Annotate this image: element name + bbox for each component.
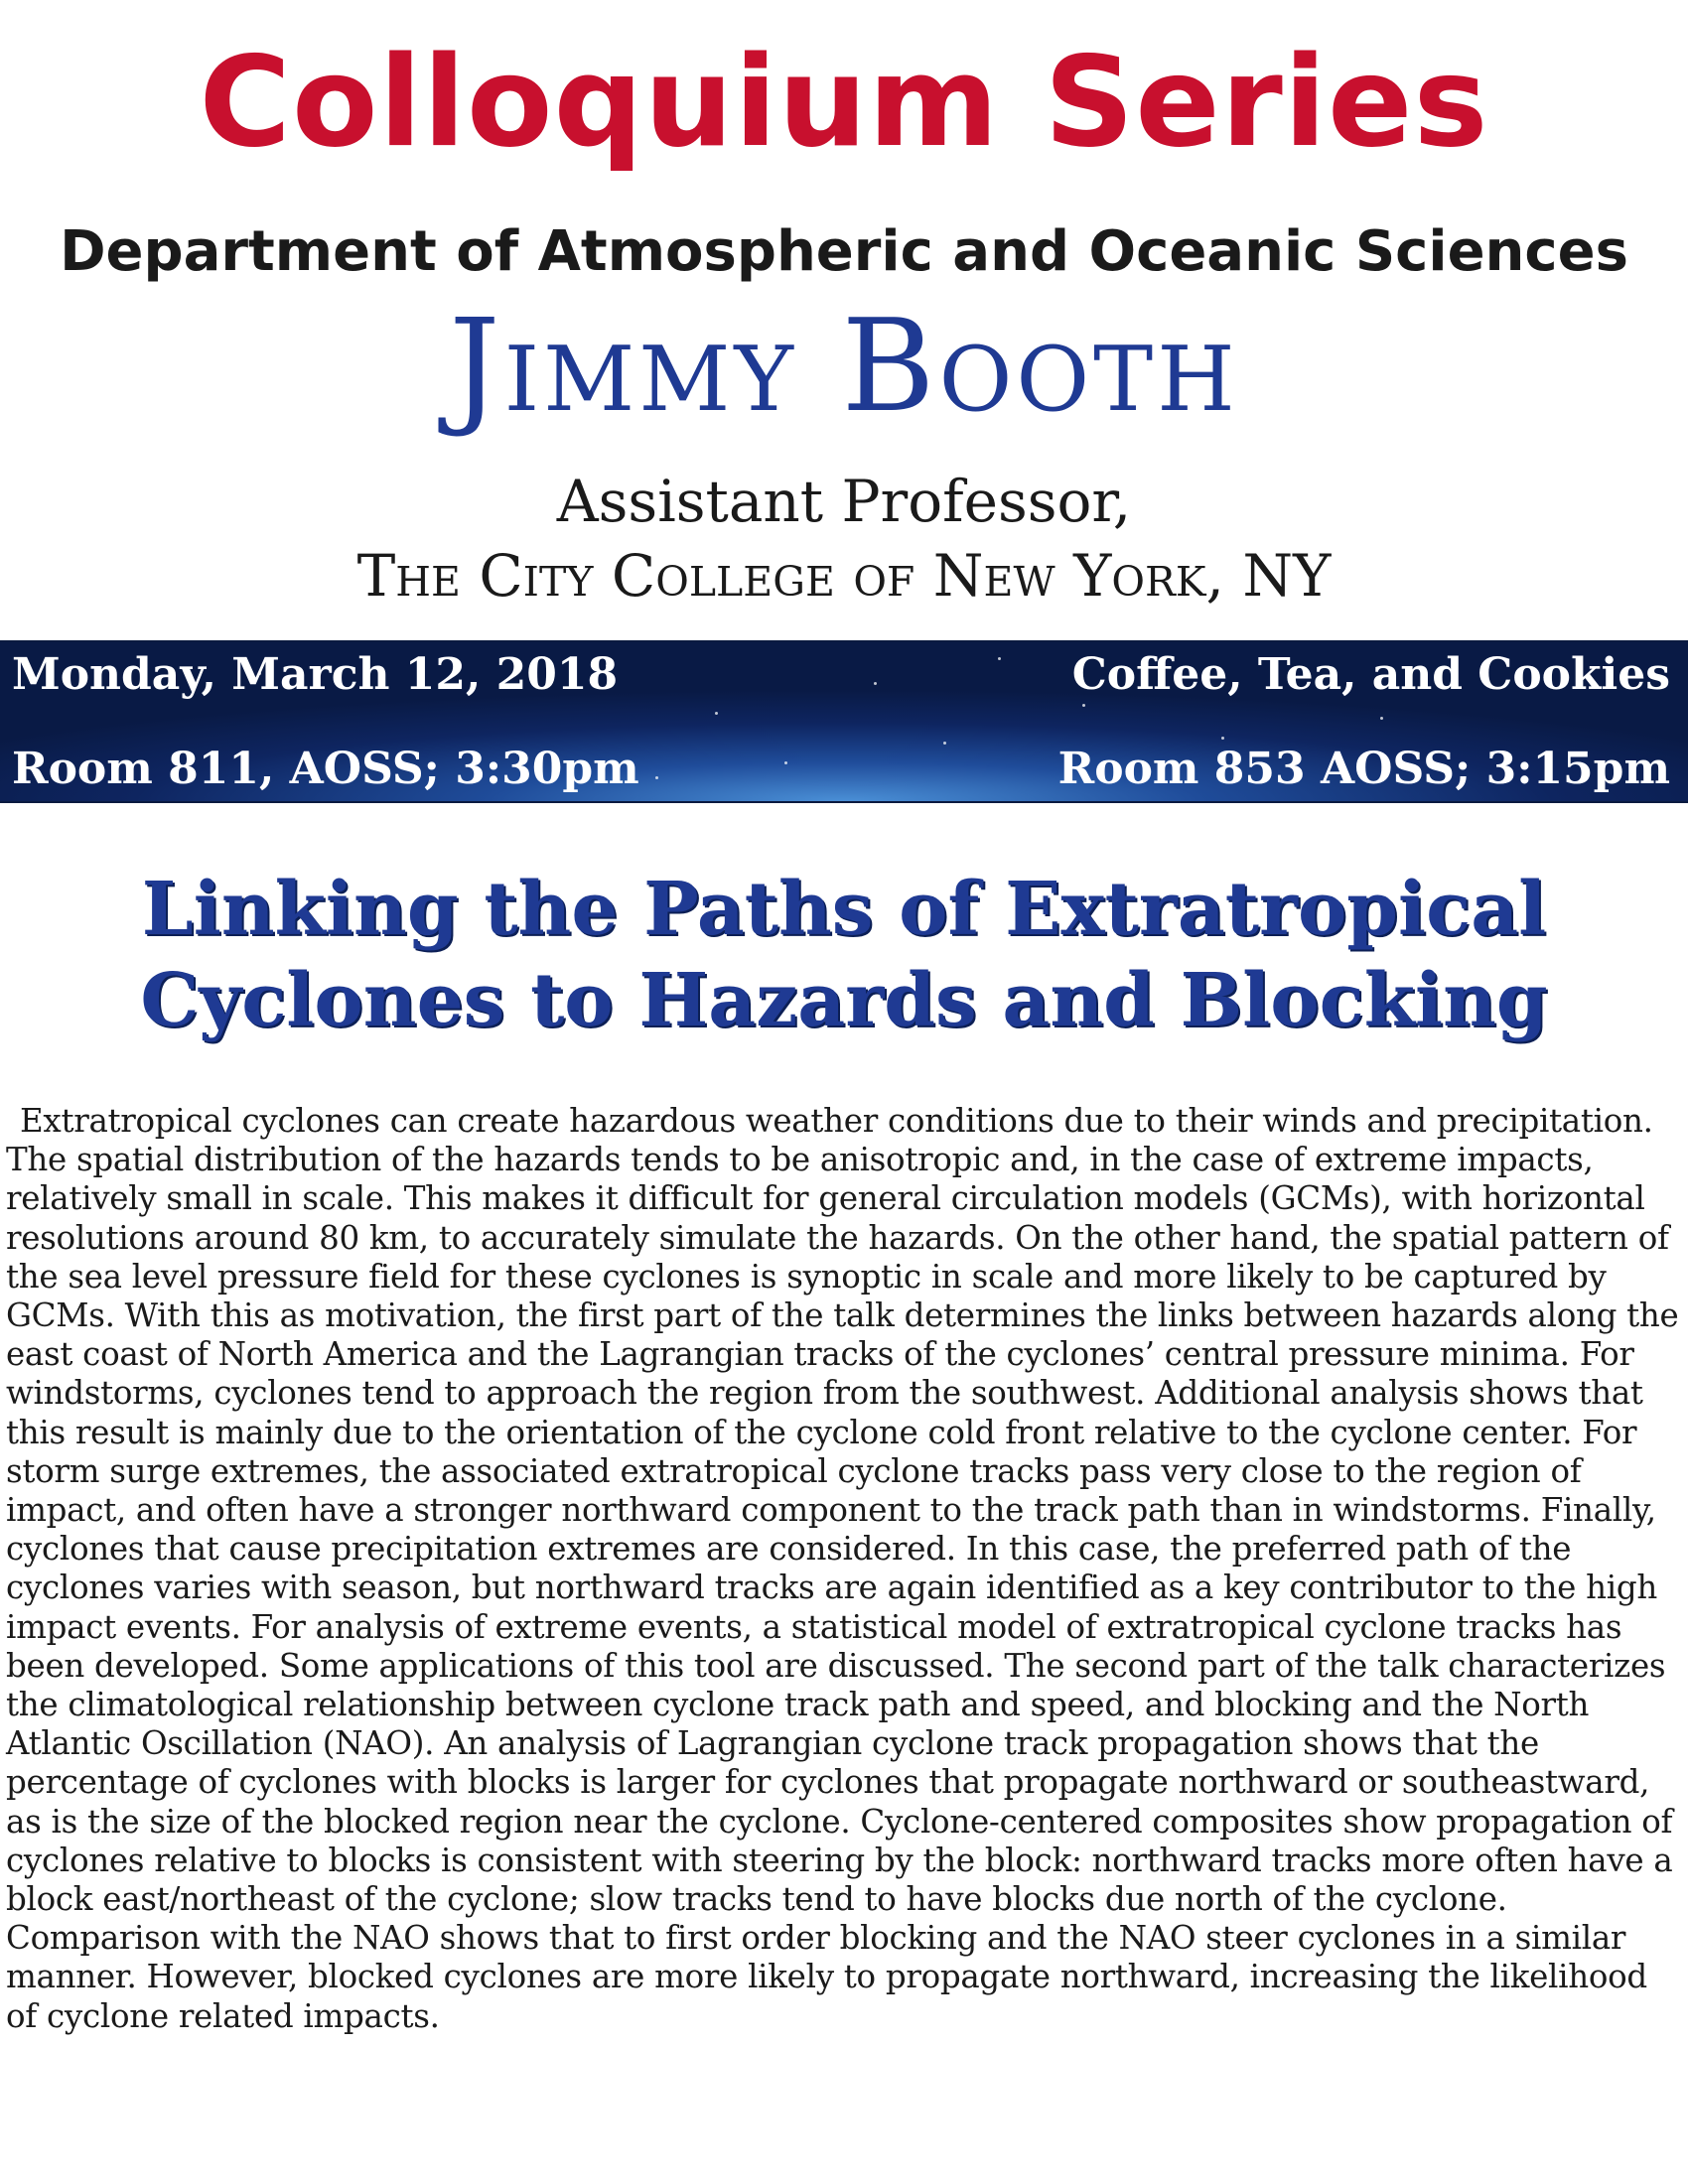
speaker-title: Assistant Professor, xyxy=(556,468,1132,535)
talk-title-line-1: Linking the Paths of Extratropical xyxy=(141,867,1547,952)
talk-abstract: Extratropical cyclones can create hazardous weather conditions due to their winds and precipitation. The spatial distribution of the hazards tends to be anisotropic and, in the case of extreme impacts, relatively small in scale. This makes it difficult for general circulation models (GCMs), with horizontal resolutions around 80 km, to accurately simulate the hazards. On the other hand, the spatial pattern of the sea level pressure field for these cyclones is synoptic in scale and more likely to be captured by GCMs. With this as motivation, the first part of the talk determines the links between hazards along the east coast of North America and the Lagrangian tracks of the cyclones’ central pressure minima. For windstorms, cyclones tend to approach the region from the southwest. Additional analysis shows that this result is mainly due to the orientation of the cyclone cold front relative to the cyclone center. For storm surge extremes, the associated extratropical cyclone tracks pass very close to the region of impact, and often have a stronger northward component to the track path than in windstorms. Finally, cyclones that cause precipitation extremes are considered. In this case, the preferred path of the cyclones varies with season, but northward tracks are again identified as a key contributor to the high impact events. For analysis of extreme events, a statistical model of extratropical cyclone tracks has been developed. Some applications of this tool are discussed. The second part of the talk characterizes the climatological relationship between cyclone track path and speed, and blocking and the North Atlantic Oscillation (NAO). An analysis of Lagrangian cyclone track propagation shows that the percentage of cyclones with blocks is larger for cyclones that propagate northward or southeastward, as is the size of the blocked region near the cyclone. Cyclone-centered composites show propagation of cyclones relative to blocks is consistent with steering by the block: northward tracks more often have a block east/northeast of the cyclone; slow tracks tend to have blocks due north of the cyclone. Comparison with the NAO shows that to first order blocking and the NAO steer cyclones in a similar manner. However, blocked cyclones are more likely to propagate northward, increasing the likelihood of cyclone related impacts. xyxy=(6,1102,1679,2035)
talk-title xyxy=(0,864,1688,1046)
speaker-name: Jimmy Booth xyxy=(449,293,1239,441)
series-title: Colloquium Series xyxy=(199,29,1489,175)
reception-label: Coffee, Tea, and Cookies xyxy=(1071,649,1670,700)
event-info-band xyxy=(0,640,1688,803)
department-name: Department of Atmospheric and Oceanic Sciences xyxy=(60,219,1628,284)
reception-room-time: Room 853 AOSS; 3:15pm xyxy=(1057,744,1670,794)
event-room-time: Room 811, AOSS; 3:30pm xyxy=(12,744,639,794)
talk-title-line-2: Cyclones to Hazards and Blocking xyxy=(140,958,1548,1043)
event-date: Monday, March 12, 2018 xyxy=(12,649,619,700)
speaker-institution: The City College of New York, NY xyxy=(356,542,1332,610)
